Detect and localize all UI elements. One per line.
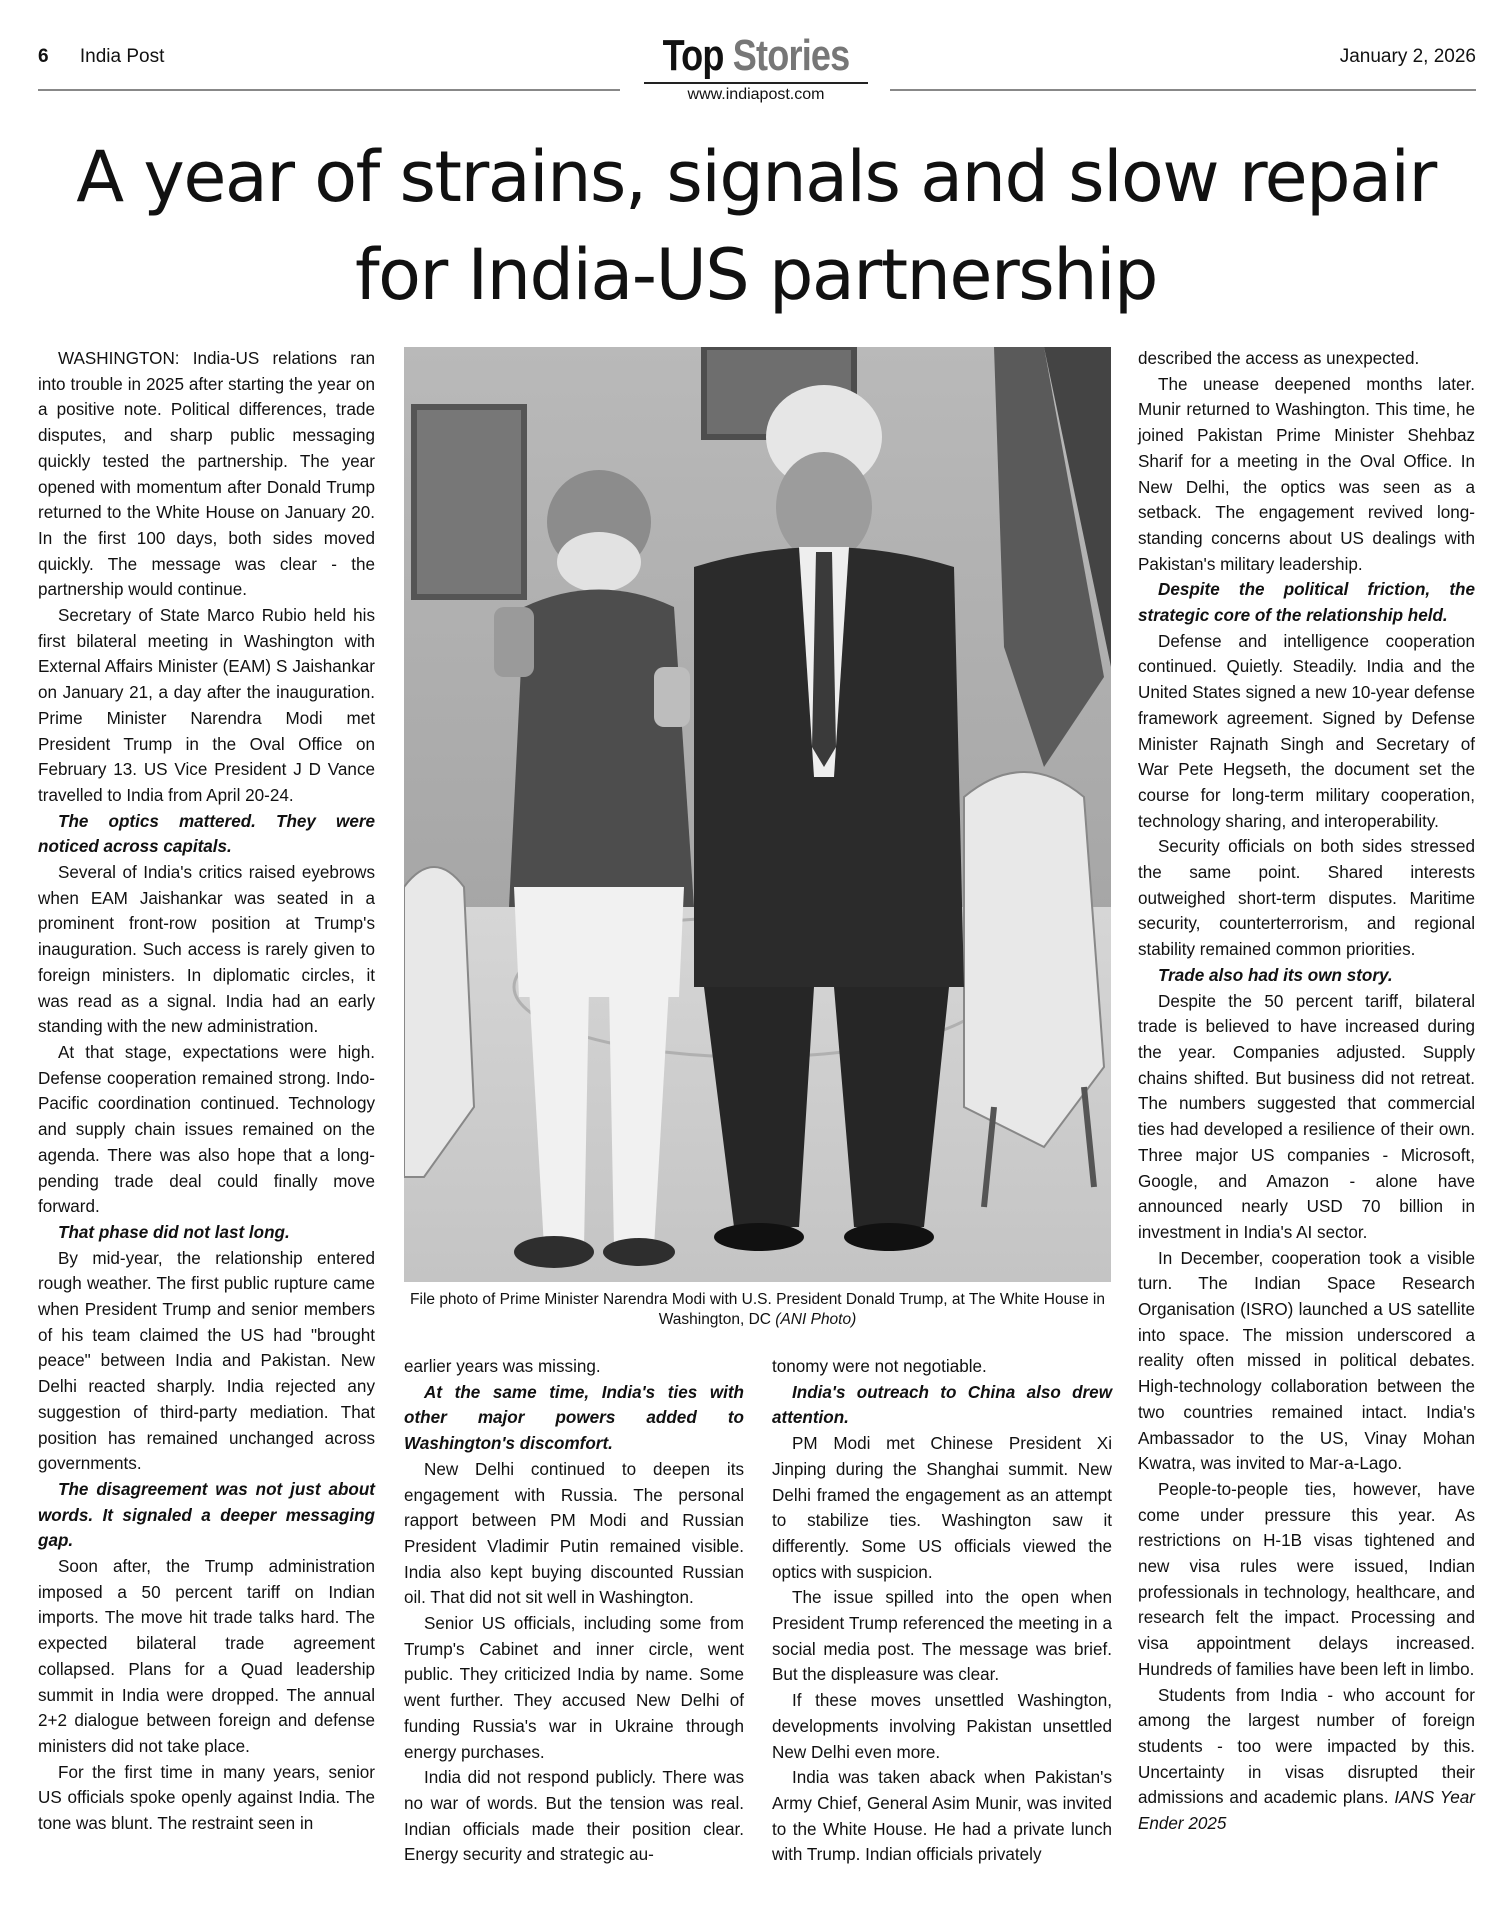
brand-underline (644, 82, 868, 84)
paragraph-final (1138, 1683, 1475, 1837)
paragraph: For the first time in many years, senior US officials spoke openly against India. The tone was blunt. The restraint seen in (38, 1762, 375, 1834)
paragraph: Several of India's critics raised eyebrows when EAM Jaishankar was seated in a prominent front-row position at Trump's inauguration. Such access is rarely given to foreign ministers. In diplomatic circles, it was read as a signal. India had an early standing with the new administration. (38, 863, 375, 1037)
paragraph: Senior US officials, including some from Trump's Cabinet and inner circle, went public. They criticized India by name. Some went further. They accused New Delhi of funding Russia's war in Ukraine through energy purchases. (404, 1614, 744, 1762)
page-number: 6 (38, 46, 49, 67)
publication-name: India Post (79, 46, 165, 67)
headline (20, 128, 1492, 324)
final-paragraph-text: Students from India - who account for among the largest number of foreign students - too were impacted by this. Uncertainty in visas disrupted their admissions and academic plans. (1138, 1685, 1475, 1808)
paragraph: If these moves unsettled Washington, developments involving Pakistan unsettled New Delhi even more. (772, 1691, 1112, 1762)
paragraph: Secretary of State Marco Rubio held his first bilateral meeting in Washington with External Affairs Minister (EAM) S Jaishankar on January 21, a day after the inauguration. Prime Minister Narendra Modi met President Trump in the Oval Office on February 13. US Vice President J D Vance travelled to India from April 20-24. (38, 606, 375, 805)
article-column-4 (1138, 346, 1475, 1837)
paragraph: The unease deepened months later. Munir returned to Washington. This time, he joined Pakistan Prime Minister Shehbaz Sharif for a meeting in the Oval Office. In New Delhi, the optics was seen as a setback. The engagement revived long-standing concerns about US dealings with Pakistan's military leadership. (1138, 374, 1475, 574)
paragraph: Defense and intelligence cooperation continued. Quietly. Steadily. India and the United States signed a new 10-year defense framework agreement. Signed by Defense Minister Rajnath Singh and Secretary of War Pete Hegseth, the document set the course for long-term military cooperation, technology sharing, and interoperability. (1138, 631, 1475, 831)
photo-caption (404, 1290, 1111, 1330)
headline-line-1: A year of strains, signals and slow repair (76, 136, 1436, 218)
paragraph: PM Modi met Chinese President Xi Jinping during the Shanghai summit. New Delhi framed the engagement as an attempt to stabilize ties. Washington saw it differently. Some US officials viewed the optics with suspicion. (772, 1434, 1112, 1582)
paragraph: At that stage, expectations were high. Defense cooperation remained strong. Indo-Pacific coordination continued. Technology and supply chain issues remained on the agenda. There was also hope that a long-pending trade deal could finally move forward. (38, 1042, 375, 1217)
paragraph: Despite the 50 percent tariff, bilateral trade is believed to have increased during the year. Companies adjusted. Supply chains shifted. But business did not retreat. The numbers suggested that commercial ties had developed a resilience of their own. Three major US companies - Microsoft, Google, and Amazon - alone have announced nearly USD 70 billion in investment in India's AI sector. (1138, 991, 1475, 1242)
paragraph: tonomy were not negotiable. (772, 1357, 987, 1376)
paragraph: WASHINGTON: India-US relations ran into trouble in 2025 after starting the year on a positive note. Political differences, trade disputes, and sharp public messaging quickly tested the partnership. The year opened with momentum after Donald Trump returned to the White House on January 20. In the first 100 days, both sides moved quickly. The message was clear - the partnership would continue. (38, 349, 375, 600)
headline-line-2: for India-US partnership (355, 234, 1157, 316)
masthead-rule-right (890, 89, 1476, 91)
paragraph: Soon after, the Trump administration imposed a 50 percent tariff on Indian imports. The move hit trade talks hard. The expected bilateral trade agreement collapsed. Plans for a Quad leadership summit in India were dropped. The annual 2+2 dialogue between foreign and defense ministers did not take place. (38, 1557, 375, 1756)
subhead: India's outreach to China also drew attention. (772, 1382, 1112, 1428)
news-photo (404, 347, 1111, 1282)
subhead: Despite the political friction, the strategic core of the relationship held. (1138, 580, 1475, 626)
paragraph: By mid-year, the relationship entered rough weather. The first public rupture came when President Trump and senior members of his team claimed the US had "brought peace" between India and Pakistan. New Delhi reacted sharply. India rejected any suggestion of third-party mediation. That position has remained unchanged across governments. (38, 1248, 375, 1474)
section-brand (640, 32, 872, 104)
subhead: Trade also had its own story. (1158, 965, 1393, 985)
subhead: The optics mattered. They were noticed across capitals. (38, 811, 375, 857)
subhead: That phase did not last long. (58, 1222, 290, 1242)
masthead-rule-left (38, 89, 620, 91)
photo-illustration (404, 347, 1111, 1282)
subhead: The disagreement was not just about words. It signaled a deeper messaging gap. (38, 1479, 375, 1551)
issue-date: January 2, 2026 (1339, 46, 1476, 67)
article-column-3 (772, 1354, 1112, 1868)
subhead: At the same time, India's ties with other major powers added to Washington's discomfort. (404, 1382, 744, 1454)
article-ender: IANS Year Ender 2025 (1138, 1788, 1475, 1834)
paragraph: India did not respond publicly. There was no war of words. But the tension was real. Indian officials made their position clear. Energy security and strategic au- (404, 1768, 744, 1865)
paragraph: The issue spilled into the open when President Trump referenced the meeting in a social media post. The message was brief. But the displeasure was clear. (772, 1588, 1112, 1685)
website-url: www.indiapost.com (687, 86, 825, 103)
masthead-left (38, 46, 164, 68)
caption-text: File photo of Prime Minister Narendra Modi with U.S. President Donald Trump, at The White House in Washington, DC (410, 1291, 1105, 1328)
paragraph: In December, cooperation took a visible turn. The Indian Space Research Organisation (ISRO) launched a US satellite into space. The mission underscored a reality often missed in political debates. High-technology collaboration between the two countries remained intact. India's Ambassador to the US, Vinay Mohan Kwatra, was invited to Mar-a-Lago. (1138, 1248, 1475, 1474)
section-logo: Top Stories (662, 31, 850, 80)
paragraph: People-to-people ties, however, have come under pressure this year. As restrictions on H-1B visas tightened and new visa rules were issued, Indian professionals in technology, healthcare, and research felt the impact. Processing and visa appointment delays increased. Hundreds of families have been left in limbo. (1138, 1479, 1475, 1679)
paragraph: earlier years was missing. (404, 1357, 601, 1376)
article-column-2 (404, 1354, 744, 1868)
article-column-1 (38, 346, 375, 1837)
paragraph: New Delhi continued to deepen its engagement with Russia. The personal rapport between PM Modi and Russian President Vladimir Putin remained visible. India also kept buying discounted Russian oil. That did not sit well in Washington. (404, 1459, 744, 1608)
paragraph: India was taken aback when Pakistan's Army Chief, General Asim Munir, was invited to the White House. He had a private lunch with Trump. Indian officials privately (772, 1768, 1112, 1865)
paragraph: described the access as unexpected. (1138, 349, 1420, 368)
paragraph: Security officials on both sides stressed the same point. Shared interests outweighed short-term disputes. Maritime security, counterterrorism, and regional stability remained common priorities. (1138, 837, 1475, 960)
photo-credit: (ANI Photo) (775, 1311, 857, 1328)
